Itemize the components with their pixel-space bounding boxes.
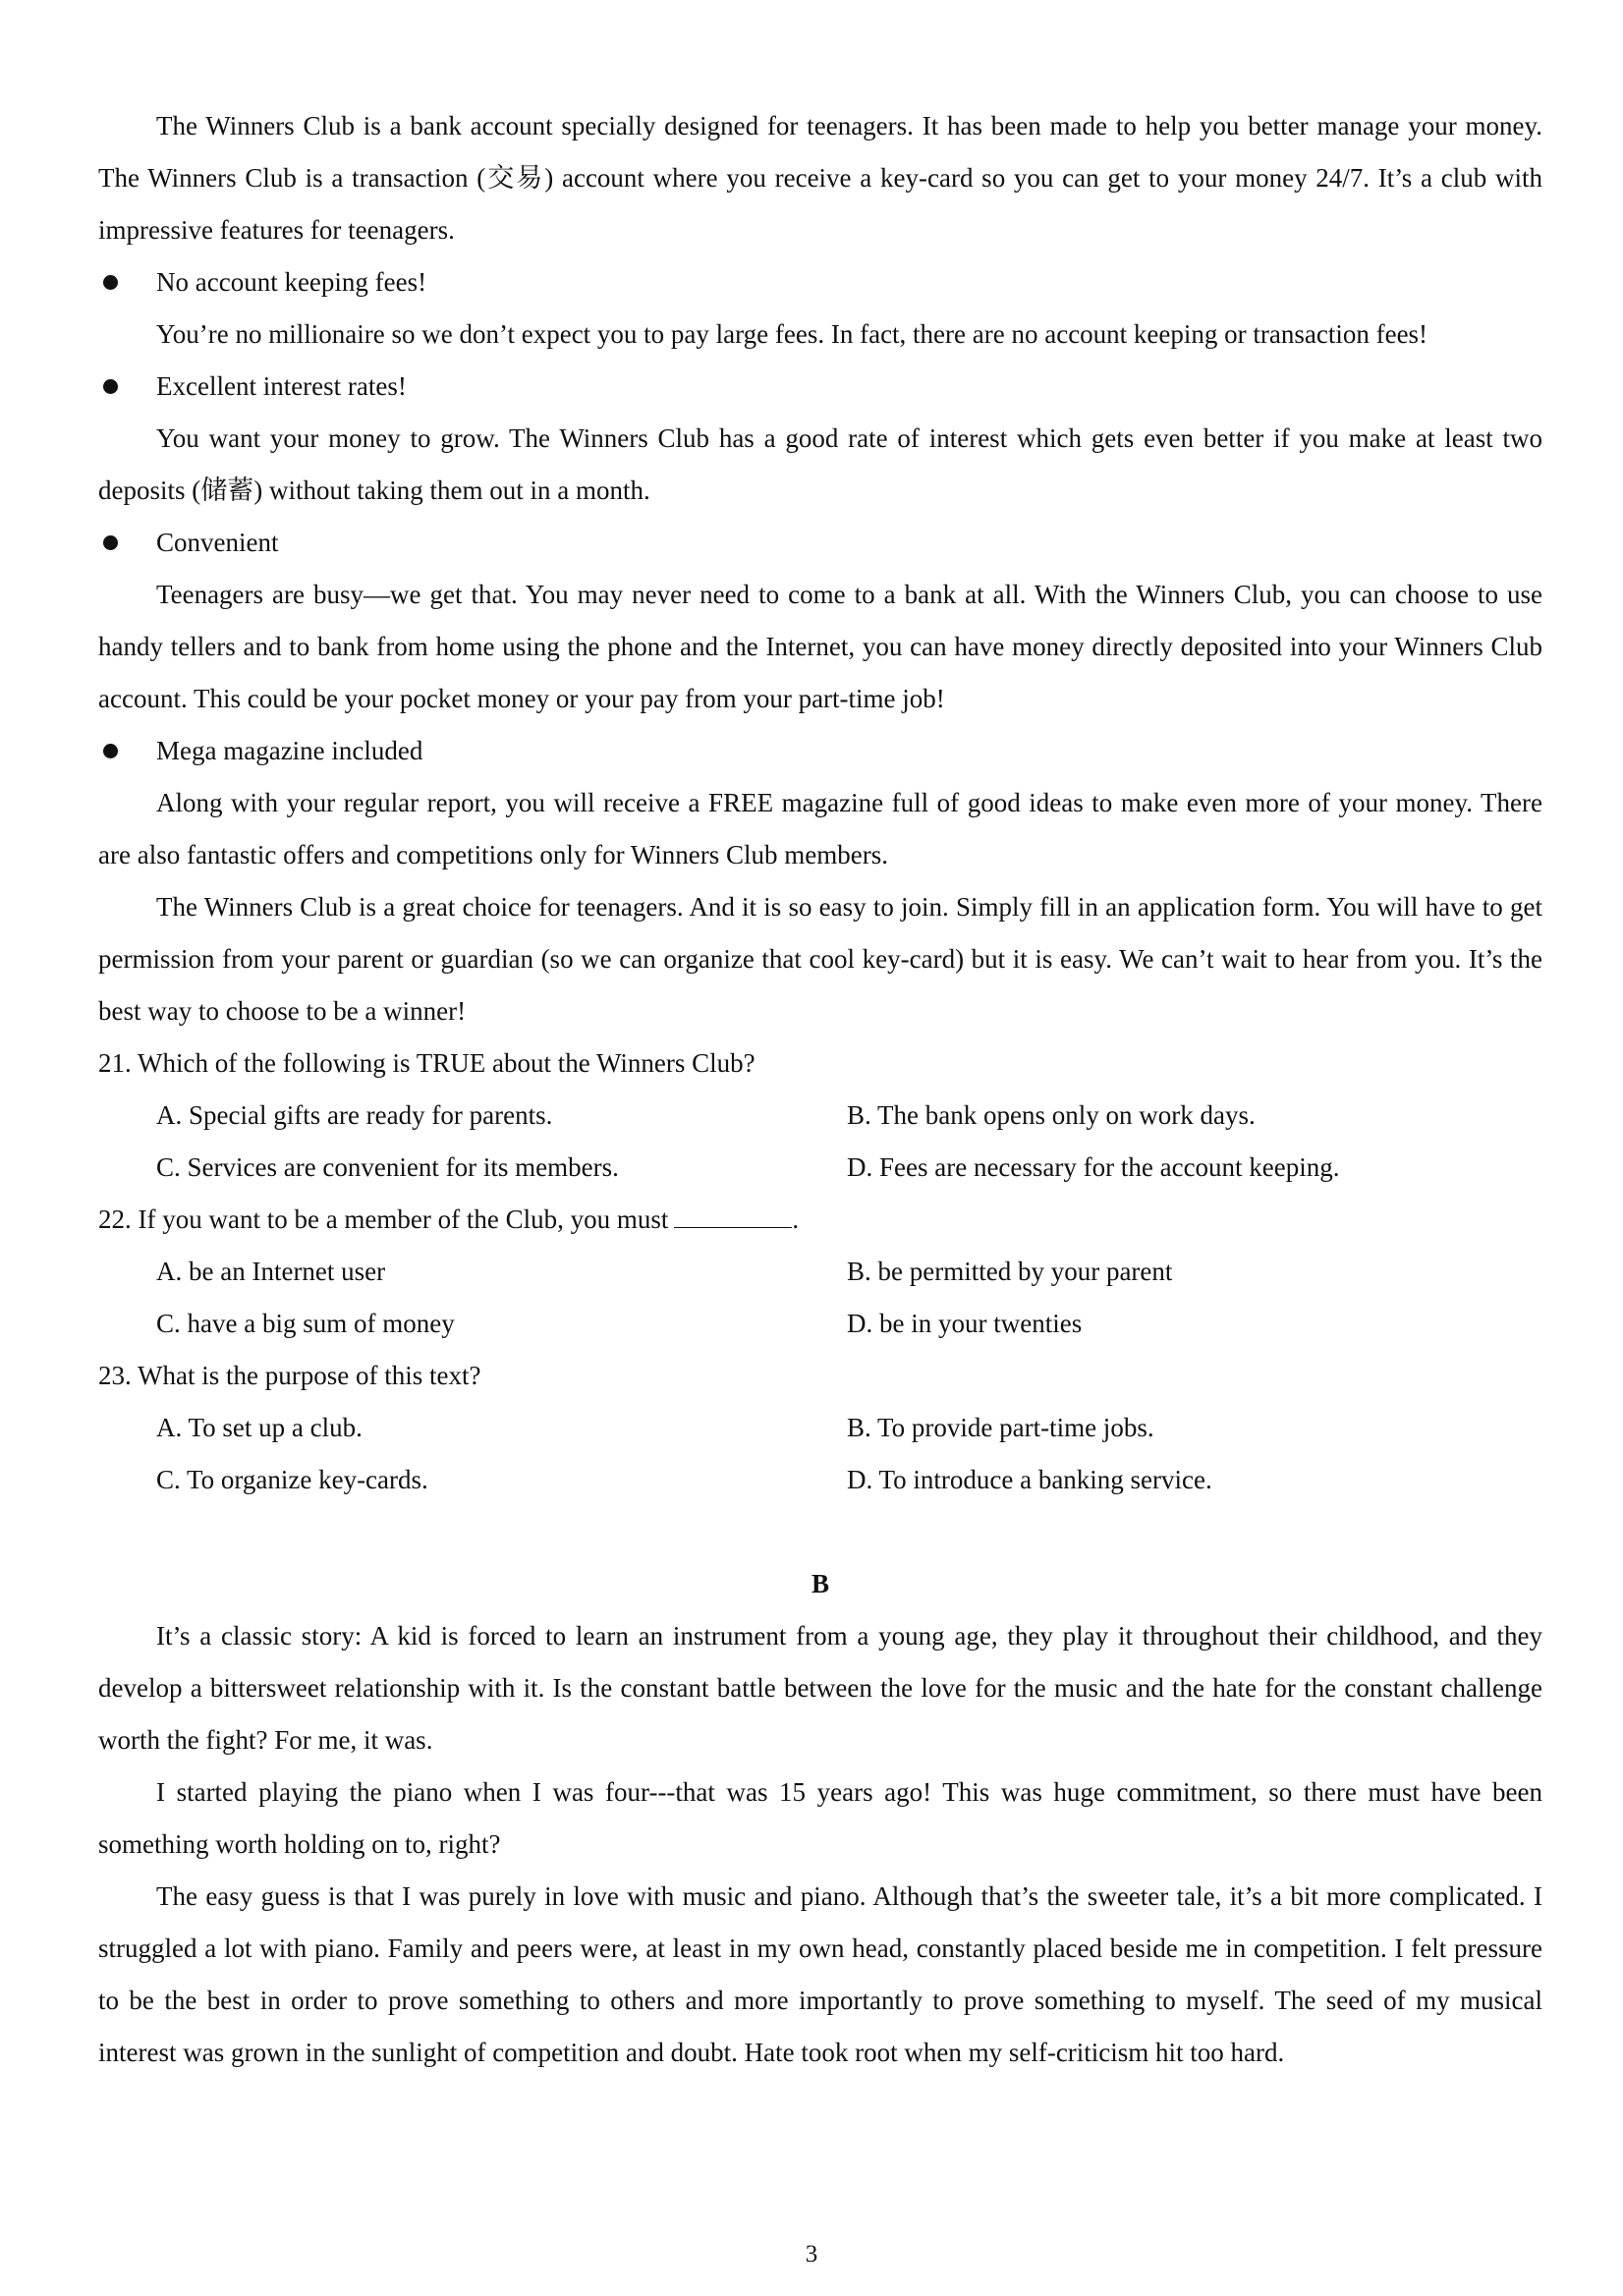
passage-b-paragraph: It’s a classic story: A kid is forced to learn an instrument from a young age, they play it throughout their childhood, and they develop a bittersweet relationship with it. Is the constant battle between the love for the music and the hate for the constant challenge worth the fight? For me, it was. — [98, 1621, 1542, 1755]
feature-bullet — [98, 361, 1542, 413]
question-21 — [98, 1037, 1542, 1194]
option-c[interactable]: C. Services are convenient for its members. — [156, 1152, 619, 1182]
feature-text: You want your money to grow. The Winners Club has a good rate of interest which gets even better if you make at least two deposits (储蓄) without taking them out in a month. — [98, 423, 1542, 505]
feature-text: Along with your regular report, you will receive a FREE magazine full of good ideas to make even more of your money. There are also fantastic offers and competitions only for Winners Club members. — [98, 788, 1542, 869]
question-22 — [98, 1194, 1542, 1350]
option-d[interactable]: D. Fees are necessary for the account keeping. — [847, 1152, 1340, 1182]
feature-heading: No account keeping fees! — [156, 267, 427, 297]
bullet-dot-icon — [103, 379, 118, 394]
passage-b — [98, 1558, 1542, 2079]
page-content — [98, 100, 1542, 2079]
question-stem: 21. Which of the following is TRUE about the Winners Club? — [98, 1048, 756, 1078]
question-stem — [98, 1194, 1542, 1246]
feature-bullet — [98, 517, 1542, 569]
bullet-dot-icon — [103, 744, 118, 758]
option-c[interactable]: C. have a big sum of money — [156, 1309, 455, 1338]
feature-heading: Mega magazine included — [156, 736, 423, 765]
page-number: 3 — [805, 2241, 818, 2268]
feature-text: Teenagers are busy—we get that. You may never need to come to a bank at all. With the Winners Club, you can choose to use handy tellers and to bank from home using the phone and the Internet, you can have money directly deposited into your Winners Club account. This could be your pocket money or your pay from your part-time job! — [98, 580, 1542, 713]
passage-a-intro: The Winners Club is a bank account specially designed for teenagers. It has been made to help you better manage your money. The Winners Club is a transaction (交易) account where you receive a key-card so you can get to your money 24/7. It’s a club with impressive features for teenagers. — [98, 111, 1542, 245]
question-stem-end: . — [792, 1204, 800, 1234]
option-c[interactable]: C. To organize key-cards. — [156, 1465, 428, 1494]
feature-bullet — [98, 725, 1542, 777]
feature-heading: Convenient — [156, 528, 279, 557]
option-a[interactable]: A. To set up a club. — [156, 1413, 363, 1442]
bullet-dot-icon — [103, 275, 118, 290]
question-stem-text: 22. If you want to be a member of the Club, you must — [98, 1204, 669, 1234]
option-a[interactable]: A. be an Internet user — [156, 1257, 386, 1286]
feature-heading: Excellent interest rates! — [156, 371, 407, 401]
option-d[interactable]: D. be in your twenties — [847, 1309, 1083, 1338]
passage-a — [98, 100, 1542, 1037]
passage-a-closing: The Winners Club is a great choice for teenagers. And it is so easy to join. Simply fill in an application form. You will have to get permission from your parent or guardian (so we can organize that cool key-card) but it is easy. We can’t wait to hear from you. It’s the best way to choose to be a winner! — [98, 892, 1542, 1026]
answer-blank — [674, 1227, 792, 1228]
passage-b-title: B — [811, 1569, 829, 1598]
passage-b-paragraph: The easy guess is that I was purely in love with music and piano. Although that’s the sweeter tale, it’s a bit more complicated. I struggled a lot with piano. Family and peers were, at least in my own head, constantly placed beside me in competition. I felt pressure to be the best in order to prove something to others and more importantly to prove something to myself. The seed of my musical interest was grown in the sunlight of competition and doubt. Hate took root when my self-criticism hit too hard. — [98, 1881, 1542, 2067]
answer-options — [98, 1246, 1542, 1350]
answer-options — [98, 1090, 1542, 1194]
question-stem: 23. What is the purpose of this text? — [98, 1361, 481, 1390]
option-d[interactable]: D. To introduce a banking service. — [847, 1465, 1212, 1494]
passage-b-paragraph: I started playing the piano when I was four---that was 15 years ago! This was huge commitment, so there must have been something worth holding on to, right? — [98, 1777, 1542, 1859]
feature-text: You’re no millionaire so we don’t expect you to pay large fees. In fact, there are no account keeping or transaction fees! — [156, 319, 1428, 349]
option-b[interactable]: B. be permitted by your parent — [847, 1257, 1173, 1286]
questions — [98, 1037, 1542, 1506]
feature-bullet — [98, 256, 1542, 308]
answer-options — [98, 1402, 1542, 1506]
question-23 — [98, 1350, 1542, 1506]
option-b[interactable]: B. To provide part-time jobs. — [847, 1413, 1154, 1442]
option-a[interactable]: A. Special gifts are ready for parents. — [156, 1100, 553, 1130]
bullet-dot-icon — [103, 535, 118, 550]
option-b[interactable]: B. The bank opens only on work days. — [847, 1100, 1256, 1130]
